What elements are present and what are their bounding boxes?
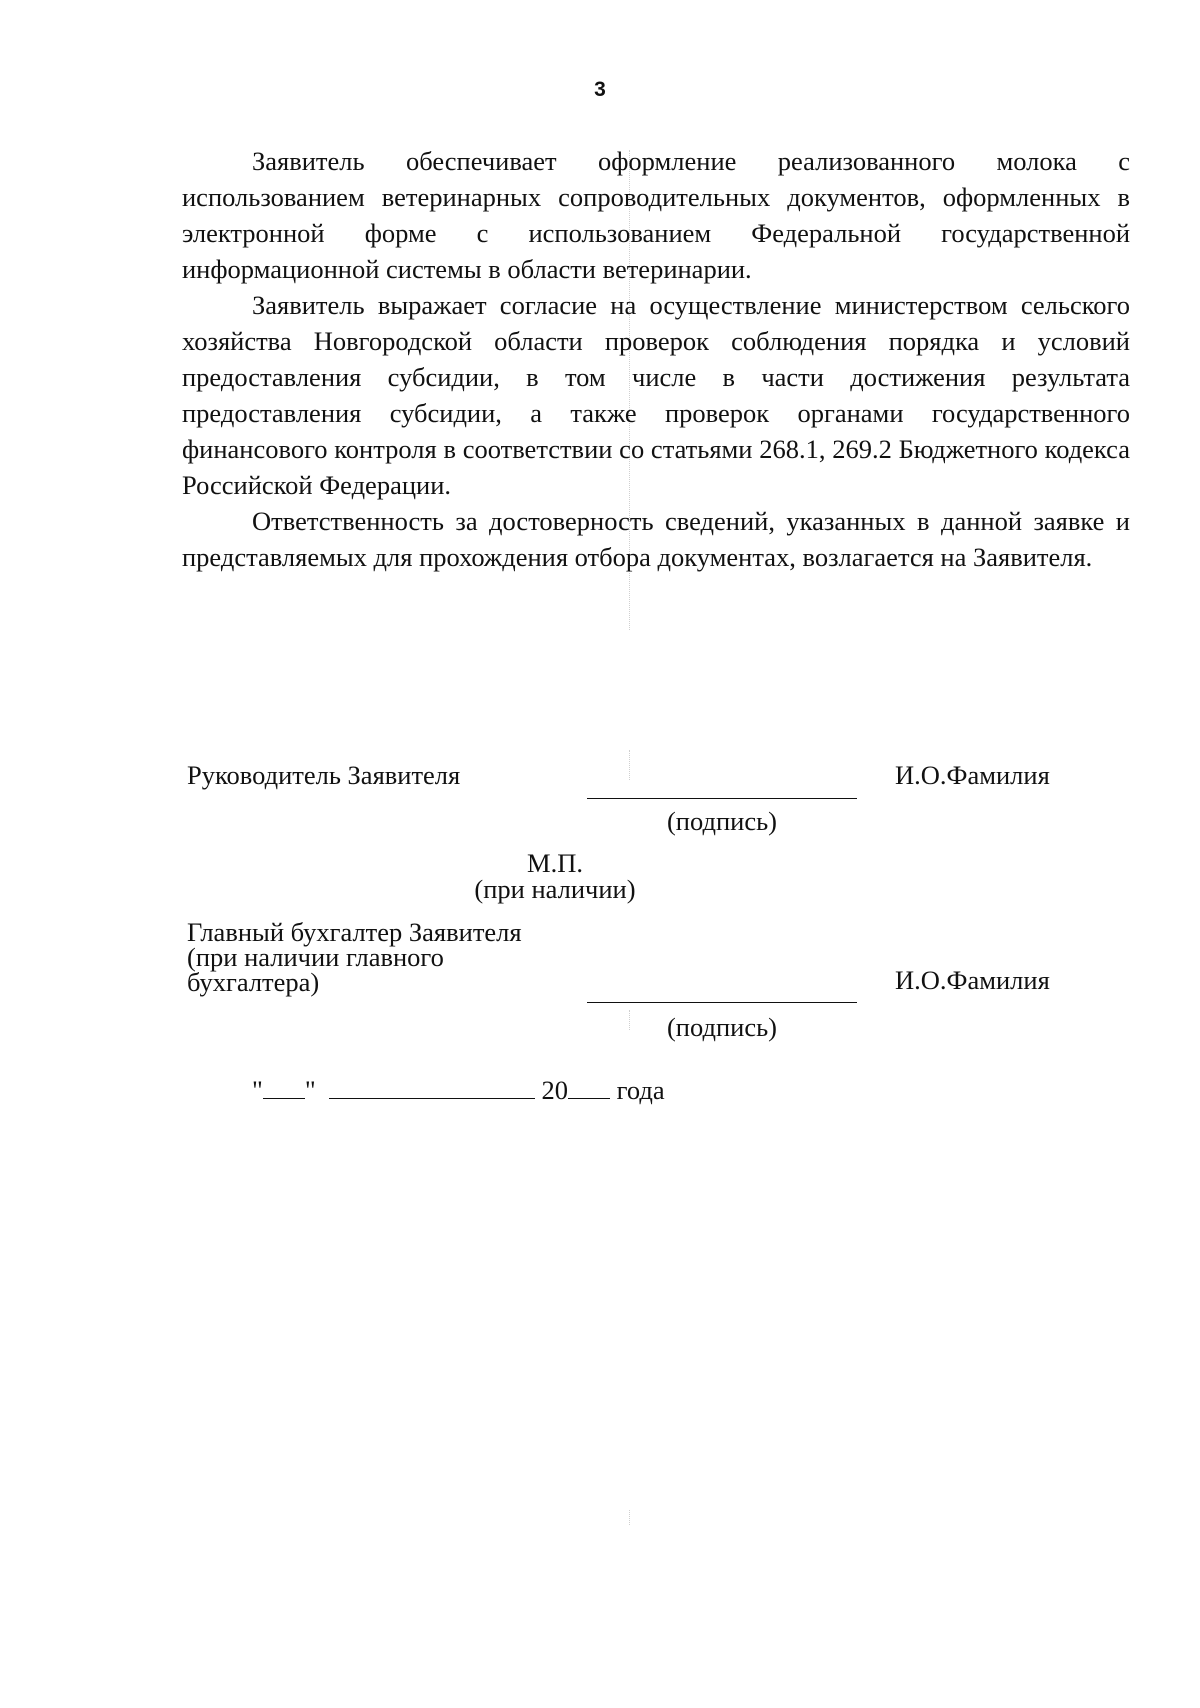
stamp-label: М.П. xyxy=(527,848,583,878)
accountant-signature-line xyxy=(587,1002,857,1003)
accountant-signature-caption: (подпись) xyxy=(666,1012,777,1042)
year-prefix: 20 xyxy=(541,1075,569,1105)
head-role-label: Руководитель Заявителя xyxy=(187,760,461,790)
year-suffix: года xyxy=(616,1075,665,1105)
page-number: 3 xyxy=(594,78,606,101)
paragraph-consent: Заявитель выражает согласие на осуществление министерством сельского хозяйства Новгородской области проверок соблюдения порядка и условий предоставления субсидии, в том числе в части достижения результата предоставления субсидии, а также проверок органами государственного финансового контроля в соответствии со статьями 268.1, 269.2 Бюджетного кодекса Российской Федерации. xyxy=(182,290,1130,500)
accountant-role-label: Главный бухгалтер Заявителя xyxy=(187,917,522,947)
date-line xyxy=(252,1075,665,1105)
head-signature-caption: (подпись) xyxy=(666,806,777,836)
head-signature-line xyxy=(587,798,857,799)
date-quote-open: " xyxy=(252,1075,263,1105)
scan-fold-line xyxy=(629,1510,630,1525)
accountant-role-note: (при наличии главного xyxy=(187,942,444,972)
accountant-role-note-cont: бухгалтера) xyxy=(187,967,320,997)
year-blank xyxy=(568,1078,610,1099)
head-name-label: И.О.Фамилия xyxy=(895,760,1050,790)
scan-fold-line xyxy=(629,750,630,780)
date-quote-close: " xyxy=(304,1075,316,1105)
body-text xyxy=(182,143,1130,575)
day-blank xyxy=(263,1078,305,1099)
paragraph-responsibility: Ответственность за достоверность сведений, указанных в данной заявке и представляемых для прохождения отбора документах, возлагается на Заявителя. xyxy=(182,506,1130,572)
stamp-note: (при наличии) xyxy=(474,874,636,904)
paragraph-vet-documents: Заявитель обеспечивает оформление реализованного молока с использованием ветеринарных сопроводительных документов, оформленных в электронной форме с использованием Федеральной государственной информационной системы в области ветеринарии. xyxy=(182,146,1130,284)
accountant-name-label: И.О.Фамилия xyxy=(895,965,1050,995)
month-blank xyxy=(329,1078,535,1099)
